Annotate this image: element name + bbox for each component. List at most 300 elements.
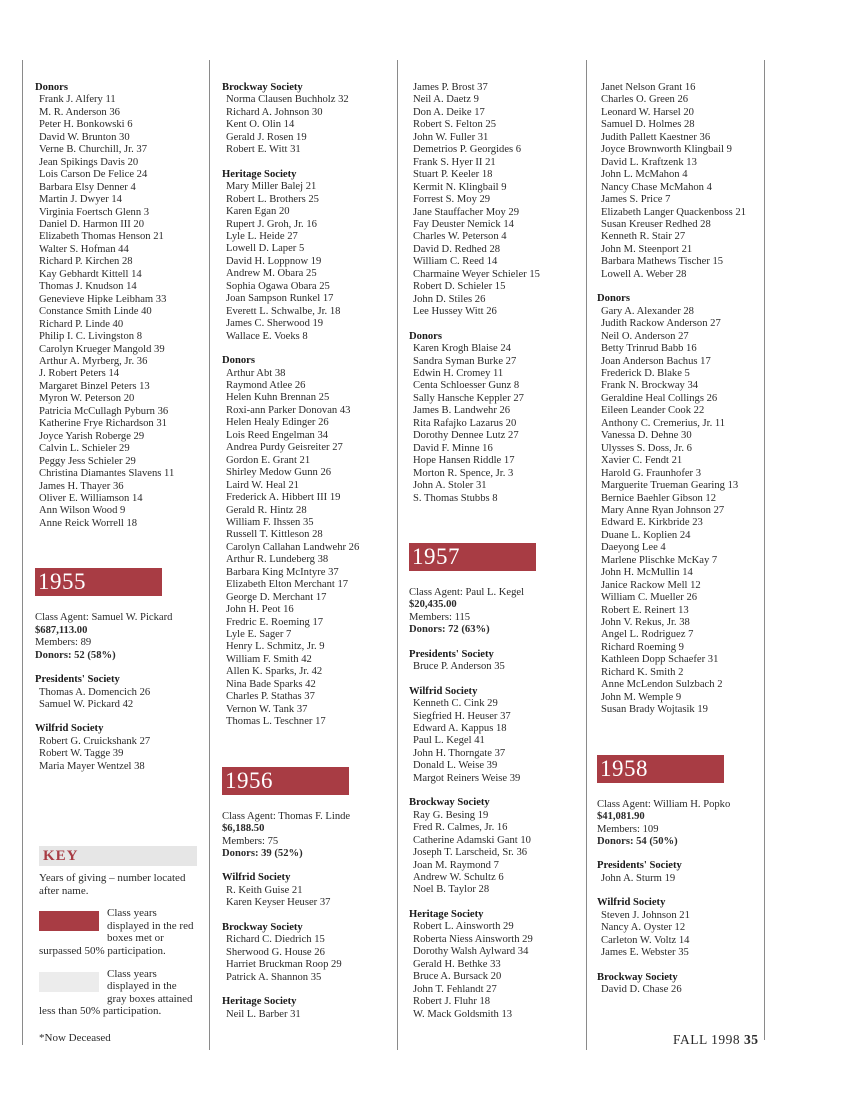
donors-count: Donors: 39 (52%) [222,848,303,860]
donor-name: Myron W. Peterson 20 [39,393,135,405]
donor-name: Nancy Chase McMahon 4 [601,181,712,193]
column-divider [397,60,398,1050]
donor-name: W. Mack Goldsmith 13 [413,1008,513,1020]
donor-name: Samuel D. Holmes 28 [601,119,695,131]
name-list [222,181,394,343]
donor-name: Susan Kreuser Redhed 28 [601,218,711,230]
donor-name: David D. Redhed 28 [413,243,501,255]
column-4 [597,82,762,1009]
donor-name: Janet Nelson Grant 16 [601,82,696,93]
name-list [222,934,394,984]
donor-name: Henry L. Schmitz, Jr. 9 [226,641,325,653]
deceased-footnote: *Now Deceased [39,1032,111,1044]
donor-name: Angel L. Rodriguez 7 [601,629,694,641]
donor-name: Jane Stauffacher Moy 29 [413,206,520,218]
donor-name: Bernice Baehler Gibson 12 [601,492,717,504]
donor-name: William C. Mueller 26 [601,592,698,604]
key-legend [39,846,197,1028]
donor-name: Judith Rackow Anderson 27 [601,318,721,330]
donor-name: Fred R. Calmes, Jr. 16 [413,822,508,834]
donor-name: M. R. Anderson 36 [39,106,120,118]
donor-name: Maria Mayer Wentzel 38 [39,760,145,772]
donor-name: Shirley Medow Gunn 26 [226,467,332,479]
donor-name: James E. Webster 35 [601,947,689,959]
donor-name: Joyce Brownworth Klingbail 9 [601,144,732,156]
donor-name: Ann Wilson Wood 9 [39,505,126,517]
donor-name: Barbara Mathews Tischer 15 [601,256,724,268]
donor-name: John M. Wemple 9 [601,691,682,703]
donor-name: Gerald J. Rosen 19 [226,131,307,143]
donor-name: John V. Rekus, Jr. 38 [601,617,690,629]
donor-name: Sophia Ogawa Obara 25 [226,280,330,292]
donor-name: Rita Rafajko Lazarus 20 [413,417,517,429]
donor-name: Robert L. Ainsworth 29 [413,921,514,933]
class-year-box-1955: 1955 [35,568,162,596]
donor-name: Anthony C. Cremerius, Jr. 11 [601,417,726,429]
donors-continued [597,82,762,281]
section-title: Wilfrid Society [409,685,478,697]
donor-name: Demetrios P. Georgides 6 [413,144,522,156]
donor-name: John M. Steenport 21 [601,243,693,255]
donor-name: Lyle L. Heide 27 [226,230,298,242]
donor-name: Edward A. Kappus 18 [413,723,507,735]
name-list [409,82,583,319]
name-list [409,921,583,1021]
donor-name: Frank N. Brockway 34 [601,380,699,392]
donor-name: Jean Spikings Davis 20 [39,156,139,168]
section-title: Donors [222,355,255,367]
donor-name: Verne B. Churchill, Jr. 37 [39,144,147,156]
donor-name: Elizabeth Langer Quackenboss 21 [601,206,747,218]
donor-name: Joan Sampson Runkel 17 [226,293,334,305]
donor-name: Arthur Abt 38 [226,367,286,379]
donor-name: Patrick A. Shannon 35 [226,971,322,983]
donor-name: Joseph T. Larscheid, Sr. 36 [413,847,528,859]
donor-name: Margaret Binzel Peters 13 [39,380,150,392]
wilfrid-society-section [35,723,205,773]
donor-name: David D. Chase 26 [601,984,682,996]
key-gray-entry [39,968,197,1018]
donor-name: Stuart P. Keeler 18 [413,169,493,181]
section-title: Donors [597,293,630,305]
donor-name: Thomas L. Teschner 17 [226,716,326,728]
class-agent: Class Agent: Thomas F. Linde [222,810,351,822]
donor-name: Patricia McCullagh Pyburn 36 [39,405,169,417]
donor-name: Robert E. Witt 31 [226,144,301,156]
donor-name: Samuel W. Pickard 42 [39,699,134,711]
section-title: Donors [35,82,68,93]
donor-name: James B. Landwehr 26 [413,405,511,417]
donor-name: Ulysses S. Doss, Jr. 6 [601,442,692,454]
donor-name: Barbara Elsy Denner 4 [39,181,136,193]
column-divider [586,60,587,1050]
heritage-society-section [409,909,583,1021]
donor-name: Joan M. Raymond 7 [413,859,499,871]
donor-name: Calvin L. Schieler 29 [39,443,130,455]
donor-name: John H. Thorngate 37 [413,747,506,759]
donor-name: Helen Kuhn Brennan 25 [226,392,330,404]
donor-name: John D. Stiles 26 [413,293,486,305]
class-agent: Class Agent: William H. Popko [597,798,731,810]
donor-name: Duane L. Koplien 24 [601,529,691,541]
key-red-text: Class years displayed in the red boxes met or surpassed 50% participation. [39,907,194,957]
section-title: Presidents' Society [35,674,120,686]
donor-name: Marguerite Trueman Gearing 13 [601,480,739,492]
donor-name: Gerald R. Hintz 28 [226,504,307,516]
donor-name: Dorothy Walsh Aylward 34 [413,946,529,958]
donor-name: Frank S. Hyer II 21 [413,156,496,168]
donor-name: Eileen Leander Cook 22 [601,405,705,417]
donor-name: Richard A. Johnson 30 [226,106,323,118]
heritage-society-section [222,169,394,343]
donor-name: Elizabeth Thomas Henson 21 [39,231,164,243]
donor-name: David W. Brunton 30 [39,131,130,143]
name-list [597,910,762,960]
amount-raised: $41,081.90 [597,811,645,823]
section-title: Wilfrid Society [597,897,666,909]
donor-name: Gerald H. Bethke 33 [413,958,501,970]
donor-name: Roberta Niess Ainsworth 29 [413,933,533,945]
donor-name: Susan Brady Wojtasik 19 [601,704,708,716]
donor-name: Charles O. Green 26 [601,94,689,106]
members-count: Members: 109 [597,823,659,835]
donor-name: Peggy Jess Schieler 29 [39,455,136,467]
name-list [409,343,583,505]
column-divider [764,60,765,1040]
class-agent: Class Agent: Paul L. Kegel [409,586,525,598]
name-list [409,661,583,673]
donor-name: John W. Fuller 31 [413,131,489,143]
name-list [35,736,205,773]
donor-name: Anne Reick Worrell 18 [39,517,138,529]
donor-name: Xavier C. Fendt 21 [601,455,683,467]
section-title: Wilfrid Society [35,723,104,735]
donor-name: Frank J. Alfery 11 [39,94,116,106]
donor-name: Harold G. Fraunhofer 3 [601,467,702,479]
amount-raised: $20,435.00 [409,599,457,611]
donor-name: Joyce Yarish Roberge 29 [39,430,145,442]
donor-name: Charles P. Stathas 37 [226,691,315,703]
section-title: Heritage Society [222,996,297,1008]
donor-name: Lyle E. Sager 7 [226,629,292,641]
donor-name: Andrew W. Schultz 6 [413,872,504,884]
donor-name: Richard P. Linde 40 [39,318,124,330]
donor-name: William C. Reed 14 [413,256,498,268]
brockway-society-section [222,922,394,984]
presidents-society-section [409,649,583,674]
donor-name: Paul L. Kegel 41 [413,735,485,747]
donor-name: Lois Reed Engelman 34 [226,429,329,441]
donor-name: Thomas A. Domencich 26 [39,686,151,698]
members-count: Members: 89 [35,637,92,649]
donor-name: Noel B. Taylor 28 [413,884,490,896]
donor-name: Vanessa D. Dehne 30 [601,430,692,442]
name-list [222,94,394,156]
donor-name: Mary Miller Balej 21 [226,181,317,193]
donor-name: Morton R. Spence, Jr. 3 [413,467,514,479]
donor-name: Kermit N. Klingbail 9 [413,181,507,193]
section-title: Brockway Society [597,971,678,983]
donor-name: Harriet Bruckman Roop 29 [226,959,342,971]
donor-name: Steven J. Johnson 21 [601,909,690,921]
donor-name: Laird W. Heal 21 [226,479,299,491]
donor-name: Arthur R. Lundeberg 38 [226,554,329,566]
donor-name: Karen Egan 20 [226,206,290,218]
donor-name: Constance Smith Linde 40 [39,306,152,318]
donor-name: Bruce P. Anderson 35 [413,661,505,673]
donor-name: Marlene Plischke McKay 7 [601,554,718,566]
donor-name: Daeyong Lee 4 [601,542,666,554]
name-list [597,82,762,281]
class-stats-1955 [35,612,205,662]
donor-name: Kathleen Dopp Schaefer 31 [601,654,719,666]
donor-name: Richard K. Smith 2 [601,666,684,678]
donor-name: Virginia Foertsch Glenn 3 [39,206,150,218]
members-count: Members: 75 [222,835,279,847]
donor-name: Edwin H. Cromey 11 [413,367,504,379]
name-list [222,885,394,910]
wilfrid-society-section [222,872,394,909]
class-stats-1958 [597,799,762,849]
donor-name: Geraldine Heal Collings 26 [601,392,718,404]
name-list [222,1009,394,1021]
members-count: Members: 115 [409,611,471,623]
key-years-text: Years of giving – number located after name. [39,872,186,897]
donor-name: Karen Krogh Blaise 24 [413,343,511,355]
donor-name: Neil A. Daetz 9 [413,94,479,106]
donor-name: Joan Anderson Bachus 17 [601,355,711,367]
section-title: Heritage Society [409,908,484,920]
key-gray-text: Class years displayed in the gray boxes attained less than 50% participation. [39,967,193,1018]
donor-name: Robert G. Cruickshank 27 [39,735,151,747]
donors-count: Donors: 54 (50%) [597,836,678,848]
heritage-society-section [222,996,394,1021]
donor-name: Hope Hansen Riddle 17 [413,455,515,467]
class-agent: Class Agent: Samuel W. Pickard [35,612,173,624]
donor-name: Sally Hansche Keppler 27 [413,392,524,404]
donors-section [222,355,394,729]
donors-section [597,293,762,716]
donor-name: Betty Trinrud Babb 16 [601,343,697,355]
donor-name: Frederick D. Blake 5 [601,367,690,379]
donor-name: Robert S. Felton 25 [413,119,496,131]
donors-section [35,82,205,530]
donor-name: Robert E. Reinert 13 [601,604,689,616]
donor-name: Lee Hussey Witt 26 [413,306,497,318]
donor-name: John H. Peot 16 [226,604,294,616]
donor-name: Andrea Purdy Geisreiter 27 [226,442,343,454]
donors-continued [409,82,583,319]
red-box-swatch [39,911,99,931]
donor-name: John L. McMahon 4 [601,169,688,181]
donor-name: R. Keith Guise 21 [226,884,303,896]
donor-name: Charles W. Peterson 4 [413,231,507,243]
donor-name: John A. Stoler 31 [413,480,487,492]
section-title: Heritage Society [222,168,297,180]
donor-name: Charmaine Weyer Schieler 15 [413,268,540,280]
section-title: Presidents' Society [409,648,494,660]
donor-name: Richard C. Diedrich 15 [226,934,325,946]
donor-name: Anne McLendon Sulzbach 2 [601,679,723,691]
donor-name: Kay Gebhardt Kittell 14 [39,268,142,280]
donor-name: James H. Thayer 36 [39,480,124,492]
brockway-society-section [597,972,762,997]
donor-name: Ray G. Besing 19 [413,809,489,821]
donor-name: Thomas J. Knudson 14 [39,281,137,293]
donor-name: Peter H. Bonkowski 6 [39,119,133,131]
donor-name: Andrew M. Obara 25 [226,268,317,280]
donor-name: Centa Schloesser Gunz 8 [413,380,520,392]
class-year-box-1958: 1958 [597,755,724,783]
donor-name: Philip I. C. Livingston 8 [39,331,143,343]
donors-count: Donors: 72 (63%) [409,624,490,636]
donor-name: Sandra Syman Burke 27 [413,355,517,367]
donor-name: Everett L. Schwalbe, Jr. 18 [226,305,341,317]
name-list [409,810,583,897]
donor-name: Carolyn Krueger Mangold 39 [39,343,165,355]
donor-name: Siegfried H. Heuser 37 [413,710,511,722]
name-list [35,94,205,530]
section-title: Brockway Society [222,921,303,933]
donors-section [409,331,583,505]
donor-name: John H. McMullin 14 [601,567,693,579]
donor-name: Elizabeth Elton Merchant 17 [226,579,349,591]
column-3 [409,82,583,1033]
donor-name: S. Thomas Stubbs 8 [413,492,498,504]
donor-name: David L. Kraftzenk 13 [601,156,697,168]
gray-box-swatch [39,972,99,992]
donor-name: Frederick A. Hibbert III 19 [226,492,341,504]
amount-raised: $687,113.00 [35,624,88,636]
donor-name: Neil O. Anderson 27 [601,330,689,342]
donor-name: John A. Sturm 19 [601,872,676,884]
donor-name: James S. Price 7 [601,194,671,206]
donor-name: David F. Minne 16 [413,442,493,454]
donor-name: Richard Roeming 9 [601,641,684,653]
donor-name: John T. Fehlandt 27 [413,983,497,995]
donor-name: Janice Rackow Mell 12 [601,579,701,591]
donor-name: Genevieve Hipke Leibham 33 [39,293,167,305]
donor-name: Lowell D. Laper 5 [226,243,305,255]
column-divider [209,60,210,1050]
donor-name: Robert J. Fluhr 18 [413,996,491,1008]
donor-name: Wallace E. Voeks 8 [226,330,308,342]
page-number: 35 [744,1032,759,1047]
donor-name: Roxi-ann Parker Donovan 43 [226,404,351,416]
donor-name: Kent O. Olin 14 [226,119,295,131]
brockway-society-section [222,82,394,157]
donor-name: William F. Ihssen 35 [226,516,314,528]
donor-name: Vernon W. Tank 37 [226,703,308,715]
donor-name: Gary A. Alexander 28 [601,305,694,317]
donor-name: William F. Smith 42 [226,653,312,665]
donor-name: Karen Keyser Heuser 37 [226,897,331,909]
donor-name: Lowell A. Weber 28 [601,268,687,280]
name-list [597,306,762,717]
page-footer [673,1032,759,1048]
donor-name: Judith Pallett Kaestner 36 [601,131,711,143]
donor-name: J. Robert Peters 14 [39,368,120,380]
key-red-entry [39,907,197,957]
column-2 [222,82,394,1033]
column-divider [22,60,23,1045]
donor-name: Sherwood G. House 26 [226,946,325,958]
donor-name: Gordon E. Grant 21 [226,454,311,466]
donor-name: Richard P. Kirchen 28 [39,256,133,268]
presidents-society-section [597,860,762,885]
donor-name: Daniel D. Harmon III 20 [39,218,145,230]
class-stats-1956 [222,811,394,861]
section-title: Wilfrid Society [222,872,291,884]
wilfrid-society-section [409,686,583,786]
donors-count: Donors: 52 (58%) [35,649,116,661]
donor-name: Christina Diamantes Slavens 11 [39,468,175,480]
donor-name: Leonard W. Harsel 20 [601,106,694,118]
donor-name: Edward E. Kirkbride 23 [601,517,703,529]
donor-name: Russell T. Kittleson 28 [226,529,323,541]
donor-name: Donald L. Weise 39 [413,760,498,772]
donor-name: Carolyn Callahan Landwehr 26 [226,541,360,553]
donor-name: George D. Merchant 17 [226,591,327,603]
donor-name: Fredric E. Roeming 17 [226,616,324,628]
donor-name: Don A. Deike 17 [413,106,485,118]
class-year-box-1957: 1957 [409,543,536,571]
key-title: KEY [39,846,197,866]
donor-name: Neil L. Barber 31 [226,1008,301,1020]
donor-name: Allen K. Sparks, Jr. 42 [226,666,323,678]
donor-name: Robert L. Brothers 25 [226,193,319,205]
donor-name: Catherine Adamski Gant 10 [413,834,531,846]
presidents-society-section [35,674,205,711]
donor-name: Walter S. Hofman 44 [39,243,129,255]
donor-name: Oliver E. Williamson 14 [39,492,143,504]
donor-name: James P. Brost 37 [413,82,488,93]
donor-name: Robert D. Schieler 15 [413,281,506,293]
name-list [222,368,394,729]
issue-label: FALL 1998 [673,1032,741,1047]
donor-name: Forrest S. Moy 29 [413,194,491,206]
section-title: Presidents' Society [597,860,682,872]
donor-name: David H. Loppnow 19 [226,255,322,267]
donor-name: Margot Reiners Weise 39 [413,772,521,784]
donor-name: Norma Clausen Buchholz 32 [226,94,349,106]
donor-name: James C. Sherwood 19 [226,318,324,330]
donor-name: Nancy A. Oyster 12 [601,922,686,934]
name-list [409,698,583,785]
column-1 [35,82,205,785]
donor-name: Kenneth C. Cink 29 [413,698,498,710]
donor-name: Lois Carson De Felice 24 [39,169,148,181]
amount-raised: $6,188.50 [222,823,265,835]
class-stats-1957 [409,587,583,637]
donor-name: Robert W. Tagge 39 [39,748,124,760]
donor-name: Helen Healy Edinger 26 [226,417,329,429]
donor-name: Katherine Frye Richardson 31 [39,418,167,430]
name-list [35,687,205,712]
donor-name: Rupert J. Groh, Jr. 16 [226,218,317,230]
donor-name: Carleton W. Voltz 14 [601,934,690,946]
donor-name: Arthur A. Myrberg, Jr. 36 [39,355,148,367]
class-year-box-1956: 1956 [222,767,349,795]
wilfrid-society-section [597,897,762,959]
donor-name: Barbara King McIntyre 37 [226,566,339,578]
donor-name: Bruce A. Bursack 20 [413,971,502,983]
donor-name: Nina Bade Sparks 42 [226,678,316,690]
section-title: Donors [409,330,442,342]
section-title: Brockway Society [409,797,490,809]
donor-name: Raymond Atlee 26 [226,379,306,391]
brockway-society-section [409,797,583,897]
